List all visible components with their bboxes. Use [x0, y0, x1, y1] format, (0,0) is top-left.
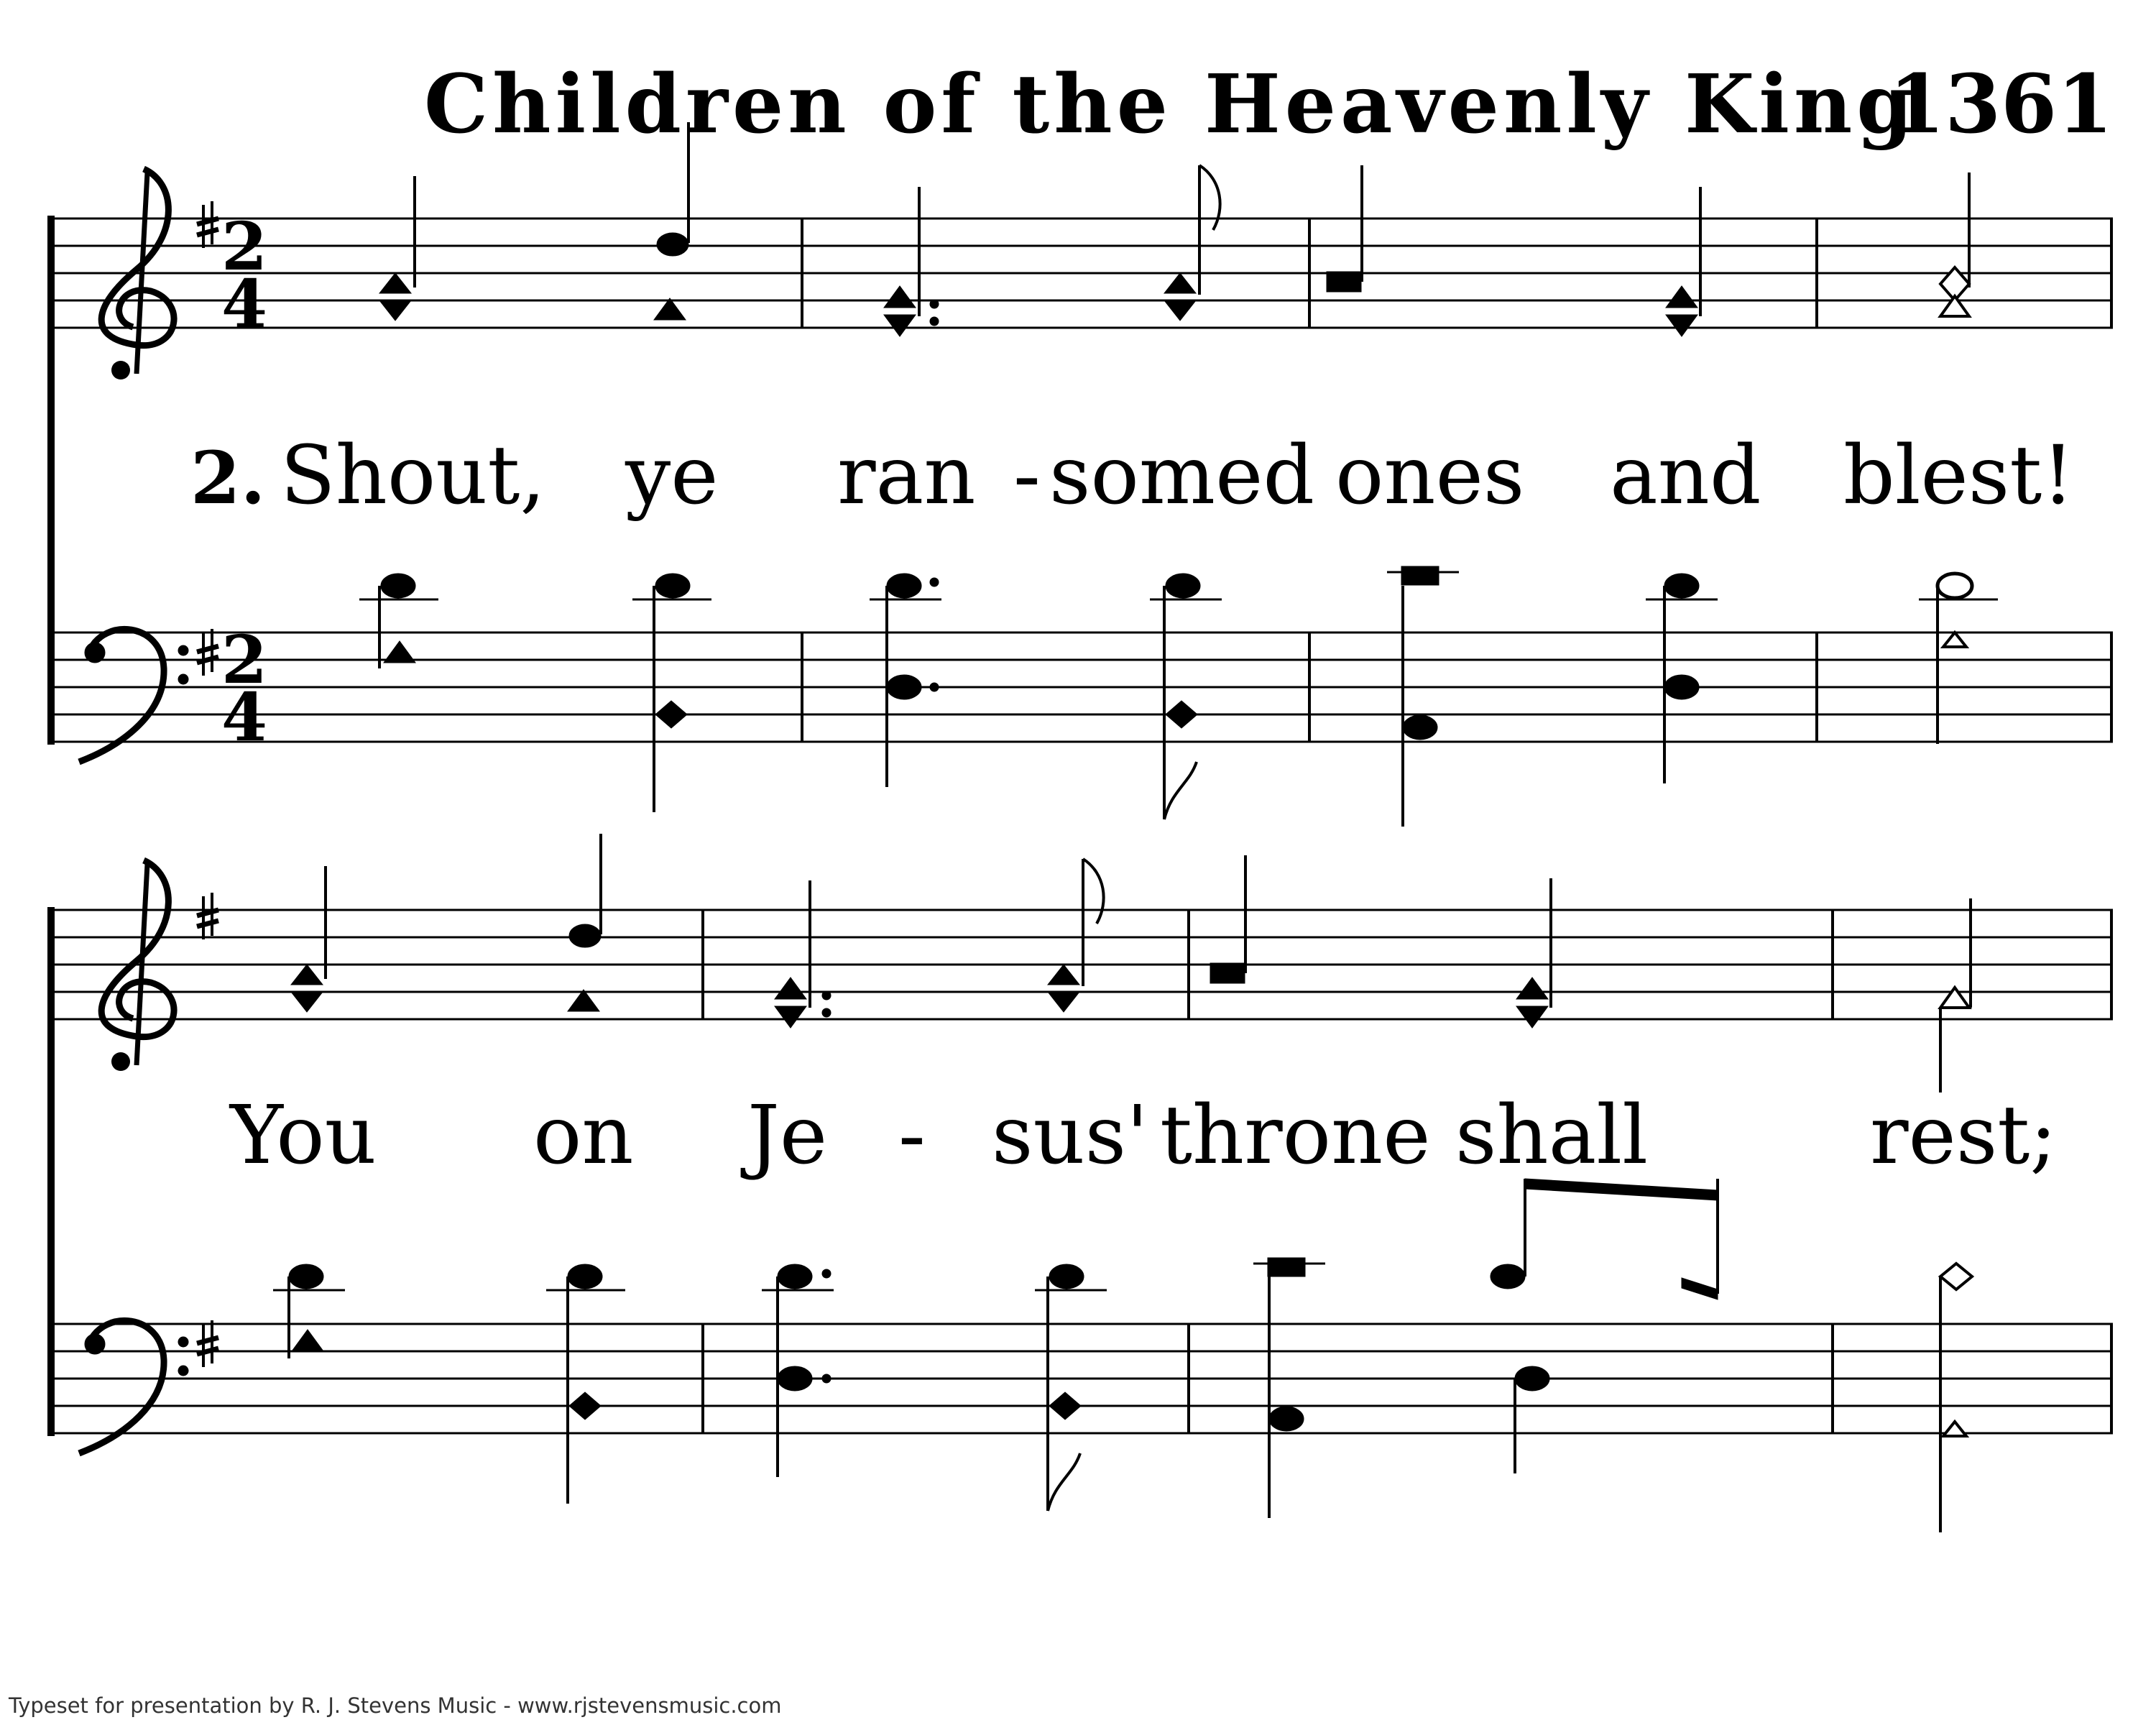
lyric-word: Shout,	[280, 429, 546, 523]
lyric-word: ones	[1335, 429, 1525, 523]
time-signature-bottom: 4	[221, 678, 268, 756]
sharp-icon	[197, 1320, 218, 1367]
hymn-title: Children of the Heavenly King	[424, 58, 1917, 152]
bass-notes-2	[273, 1179, 1972, 1532]
lyric-word: shall	[1455, 1089, 1649, 1182]
lyric-word: and	[1610, 429, 1761, 523]
sharp-icon	[197, 893, 218, 939]
system-bracket	[47, 216, 55, 745]
time-signature-bottom: 4	[221, 265, 268, 343]
lyric-word: blest!	[1843, 429, 2075, 523]
treble-notes-2	[291, 834, 1971, 1092]
lyric-word: somed	[1049, 429, 1315, 523]
sharp-icon	[197, 201, 218, 248]
lyric-word: on	[533, 1089, 634, 1182]
lyric-word: rest;	[1870, 1089, 2058, 1182]
lyric-word: Je	[747, 1089, 828, 1182]
lyric-word: -	[1013, 429, 1041, 523]
system-2	[47, 834, 2113, 1532]
verse-number: 2.	[190, 436, 266, 520]
sharp-icon	[197, 629, 218, 676]
lyric-word: You	[230, 1089, 377, 1182]
system-bracket	[47, 907, 55, 1436]
time-signature-top: 2	[221, 621, 268, 699]
bass-staff-1	[50, 632, 2113, 742]
time-signature-top: 2	[221, 208, 268, 285]
lyric-word: -	[898, 1089, 926, 1182]
lyric-word: ye	[625, 429, 719, 523]
treble-staff-1	[50, 218, 2113, 328]
lyric-word: sus'	[992, 1089, 1148, 1182]
lyrics-line-2	[229, 1089, 2057, 1182]
treble-notes-1	[379, 122, 1969, 336]
bass-staff-2	[50, 1324, 2113, 1433]
lyric-word: throne	[1160, 1089, 1431, 1182]
hymn-number: 1361	[1889, 58, 2113, 152]
lyrics-line-1	[190, 429, 2074, 523]
system-1	[47, 122, 2113, 827]
footer-credit: Typeset for presentation by R. J. Stevens Music - www.rjstevensmusic.com	[9, 1693, 782, 1718]
lyric-word: ran	[837, 429, 976, 523]
